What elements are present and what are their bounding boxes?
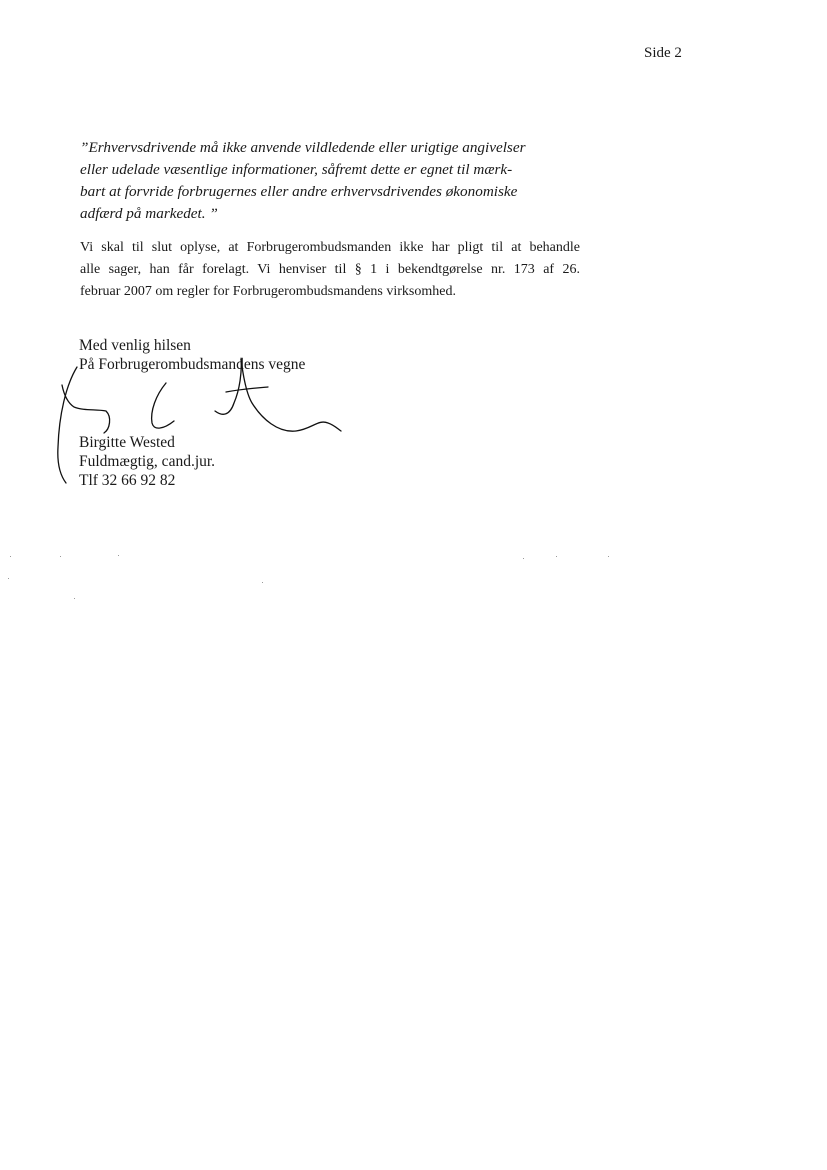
page-number: Side 2: [644, 45, 682, 61]
quote-line: eller udelade væsentlige informationer, såfremt dette er egnet til mærk-: [80, 161, 513, 178]
scan-speck: [74, 598, 75, 599]
signature-stroke: [152, 383, 174, 428]
quoted-regulation: [80, 137, 580, 225]
scan-speck: [608, 556, 609, 557]
scan-speck: [262, 582, 263, 583]
scan-speck: [556, 556, 557, 557]
signature-stroke: [241, 359, 341, 431]
scan-speck: [118, 555, 119, 556]
signatory-name: Birgitte Wested: [79, 434, 175, 451]
quote-line: bart at forvride forbrugernes eller andre erhvervsdrivendes økonomiske: [80, 183, 518, 200]
closing-paragraph: [80, 237, 580, 303]
greeting: Med venlig hilsen: [79, 337, 191, 354]
paragraph-line: Vi skal til slut oplyse, at Forbrugerombudsmanden ikke har pligt til at behandle: [80, 240, 580, 255]
signatory-title: Fuldmægtig, cand.jur.: [79, 453, 216, 470]
scan-speck: [10, 556, 11, 557]
phone-number: Tlf 32 66 92 82: [79, 472, 176, 489]
signature-stroke: [62, 385, 110, 433]
on-behalf-line: På Forbrugerombudsmandens vegne: [79, 356, 306, 373]
paragraph-line: alle sager, han får forelagt. Vi henviser til § 1 i bekendtgørelse nr. 173 af 26.: [80, 262, 580, 277]
quote-line: adfærd på markedet. ”: [80, 205, 218, 222]
scan-speck: [8, 578, 9, 579]
quote-line: ”Erhvervsdrivende må ikke anvende vildledende eller urigtige angivelser: [80, 139, 526, 156]
paragraph-line: februar 2007 om regler for Forbrugerombudsmandens virksomhed.: [80, 284, 456, 299]
signature-stroke: [215, 359, 241, 414]
signature-stroke: [58, 367, 77, 483]
scan-speck: [523, 558, 524, 559]
scan-speck: [60, 556, 61, 557]
